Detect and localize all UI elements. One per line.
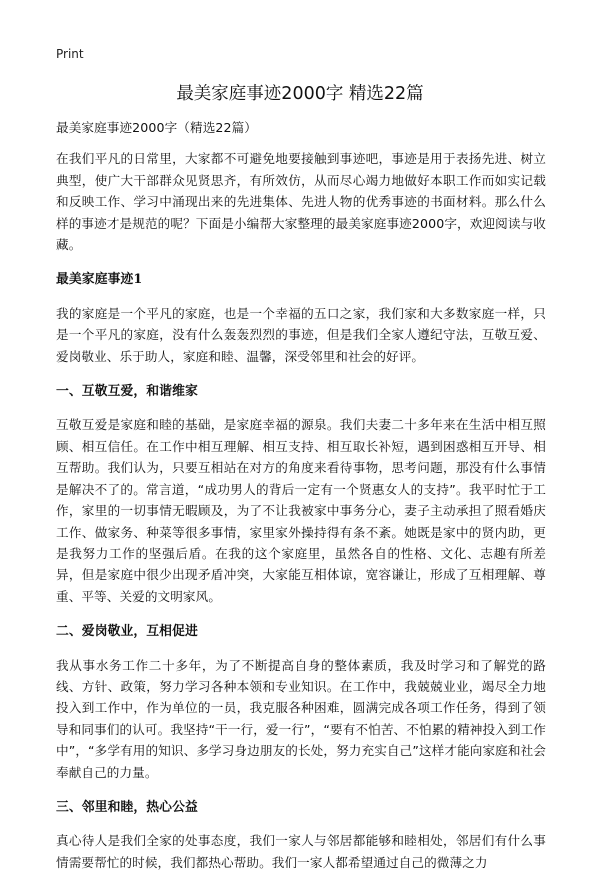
section-paragraph-2: 我从事水务工作二十多年，为了不断提高自身的整体素质，我及时学习和了解党的路线、方针、政策，努力学习各种本领和专业知识。在工作中，我兢兢业业，竭尽全力地投入到工作中，作为单位的一员，我克服各种困难，圆满完成各项工作任务，得到了领导和同事们的认可。我坚持“干一行，爱一行”，“要有不怕苦、不怕累的精神投入到工作中”，“多学有用的知识、多学习身边朋友的长处，努力充实自己”这样才能向家庭和社会奉献自己的力量。 xyxy=(56,657,546,780)
print-link[interactable]: Print xyxy=(56,47,84,61)
main-heading: 最美家庭事迹1 xyxy=(56,272,143,288)
section-heading-3: 三、邻里和睦，热心公益 xyxy=(56,799,198,815)
document-body xyxy=(56,117,546,873)
intro-paragraph: 在我们平凡的日常里，大家都不可避免地要接触到事迹吧，事迹是用于表扬先进、树立典型，使广大干部群众见贤思齐，有所效仿，从而尽心竭力地做好本职工作而如实记载和反映工作、学习中涌现出来的先进集体、先进人物的优秀事迹的书面材料。那么什么样的事迹才是规范的呢？下面是小编帮大家整理的最美家庭事迹2000字，欢迎阅读与收藏。 xyxy=(56,151,546,253)
main-paragraph: 我的家庭是一个平凡的家庭，也是一个幸福的五口之家，我们家和大多数家庭一样，只是一个平凡的家庭，没有什么轰轰烈烈的事迹，但是我们全家人遵纪守法，互敬互爱、爱岗敬业、乐于助人，家庭和睦、温馨，深受邻里和社会的好评。 xyxy=(56,305,546,364)
section-paragraph-1: 互敬互爱是家庭和睦的基础，是家庭幸福的源泉。我们夫妻二十多年来在生活中相互照顾、相互信任。在工作中相互理解、相互支持、相互取长补短，遇到困惑相互开导、相互帮助。我们认为，只要互相站在对方的角度来看待事物，思考问题，那没有什么事情是解决不了的。常言道，“成功男人的背后一定有一个贤惠女人的支持”。我平时忙于工作，家里的一切事情无暇顾及，为了不让我被家中事务分心，妻子主动承担了照看婚庆工作、做家务、种菜等很多事情，家里家外操持得有条不紊。她既是家中的贤内助，更是我努力工作的坚强后盾。在我的这个家庭里，虽然各自的性格、文化、志趣有所差异，但是家庭中很少出现矛盾冲突，大家能互相体谅，宽容谦让，形成了互相理解、尊重、平等、关爱的文明家风。 xyxy=(56,417,546,604)
section-heading-1: 一、互敬互爱，和谐维家 xyxy=(56,384,198,400)
document-subtitle: 最美家庭事迹2000字（精选22篇） xyxy=(56,120,257,135)
document-title: 最美家庭事迹2000字 精选22篇 xyxy=(176,84,424,104)
section-heading-2: 二、爱岗敬业，互相促进 xyxy=(56,624,198,640)
section-paragraph-3: 真心待人是我们全家的处事态度，我们一家人与邻居都能够和睦相处，邻居们有什么事情需要帮忙的时候，我们都热心帮助。我们一家人都希望通过自己的微薄之力 xyxy=(56,833,546,870)
